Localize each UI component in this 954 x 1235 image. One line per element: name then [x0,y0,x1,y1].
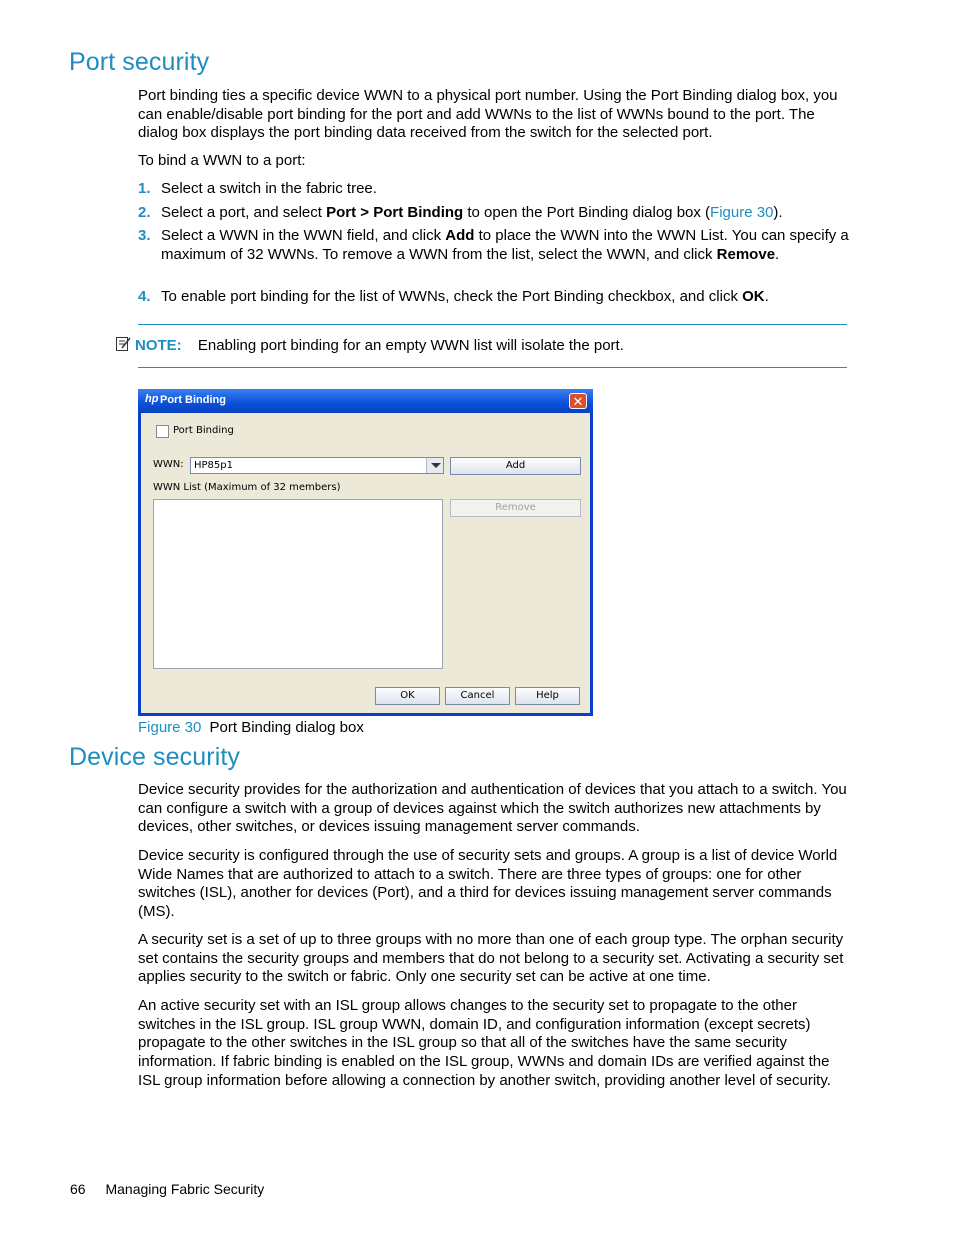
step-2 [138,204,850,223]
step-text: Select a switch in the fabric tree. [161,180,377,197]
port-intro: Port binding ties a specific device WWN to a physical port number. Using the Port Binding dialog box, you can enable/disable port binding for the port and add WWNs to the list of WWNs bound to the port. The dialog box displays the port binding data received from the switch for the selected port. [138,87,838,142]
checkbox-label: Port Binding [173,425,234,436]
port-binding-checkbox[interactable] [156,425,169,438]
wwn-label: WWN: [153,459,184,470]
port-binding-dialog [138,389,593,716]
ok-button[interactable]: OK [375,687,440,705]
figure-text: Port Binding dialog box [209,719,364,736]
dialog-client [141,413,590,713]
note-text: Enabling port binding for an empty WWN list will isolate the port. [197,337,624,354]
step-4 [138,288,850,307]
device-para-1: Device security provides for the authorization and authentication of devices that you attach to a switch. You can configure a switch with a group of devices against which the switch authorizes new attachments by devices, other switches, or devices issuing management server commands. [138,781,847,836]
wwn-list[interactable] [153,499,443,669]
section-title-port-security: Port security [69,48,210,76]
section-title-device-security: Device security [69,743,240,771]
to-bind-text: To bind a WWN to a port: [138,152,306,169]
note-bottom-rule [138,367,847,368]
wwn-combo[interactable] [190,457,444,474]
step-1 [138,180,850,199]
wwn-value: HP85p1 [194,460,233,471]
step-3 [138,227,850,264]
page-footer [70,1181,264,1197]
cancel-button[interactable]: Cancel [445,687,510,705]
device-para-2: Device security is configured through the use of security sets and groups. A group is a list of device World Wide Names that are authorized to attach to a switch. There are three types of groups: one for other switches (ISL), another for devices (Port), and a third for devices issuing management server commands (MS). [138,847,838,921]
figure-link[interactable]: Figure 30 [710,204,774,221]
add-button[interactable]: Add [450,457,581,475]
device-para-4: An active security set with an ISL group allows changes to the security set to propagate to the other switches in the ISL group. ISL group WWN, domain ID, and configuration information (except secrets) propagate to the other switches in the ISL group so that all of the switches have the same security information. If fabric binding is enabled on the ISL group, WWNs and domain IDs are verified against the ISL group information before allowing a connection by another switch, providing another level of security. [138,997,831,1089]
device-para-3: A security set is a set of up to three groups with no more than one of each group type. The orphan security set contains the security groups and members that do not belong to a security set. Activating a security set applies security to the switch or fabric. Only one security set can be active at one time. [138,931,844,986]
step-text: Select a WWN in the WWN field, and click Add to place the WWN into the WWN List. You can specify a maximum of 32 WWNs. To remove a WWN from the list, select the WWN, and click Remove. [161,227,849,263]
close-icon[interactable]: ✕ [569,393,587,409]
chevron-down-icon[interactable] [426,458,443,473]
wwn-list-label: WWN List (Maximum of 32 members) [153,482,341,493]
dialog-titlebar[interactable] [138,389,593,413]
note [115,336,624,355]
page-number: 66 [70,1181,86,1197]
step-number: 4. [138,288,151,305]
hp-logo-icon: hp [145,393,159,405]
step-text: Select a port, and select Port > Port Binding to open the Port Binding dialog box (Figure 30). [161,204,783,221]
step-text: To enable port binding for the list of WWNs, check the Port Binding checkbox, and click OK. [161,288,769,305]
help-button[interactable]: Help [515,687,580,705]
step-number: 1. [138,180,151,197]
step-number: 2. [138,204,151,221]
figure-caption [138,719,364,736]
note-icon [115,336,131,352]
footer-title: Managing Fabric Security [105,1181,265,1197]
remove-button[interactable]: Remove [450,499,581,517]
figure-number: Figure 30 [138,719,202,736]
step-number: 3. [138,227,151,244]
note-label: NOTE: [135,337,182,354]
dialog-title: Port Binding [160,394,226,406]
note-top-rule [138,324,847,325]
